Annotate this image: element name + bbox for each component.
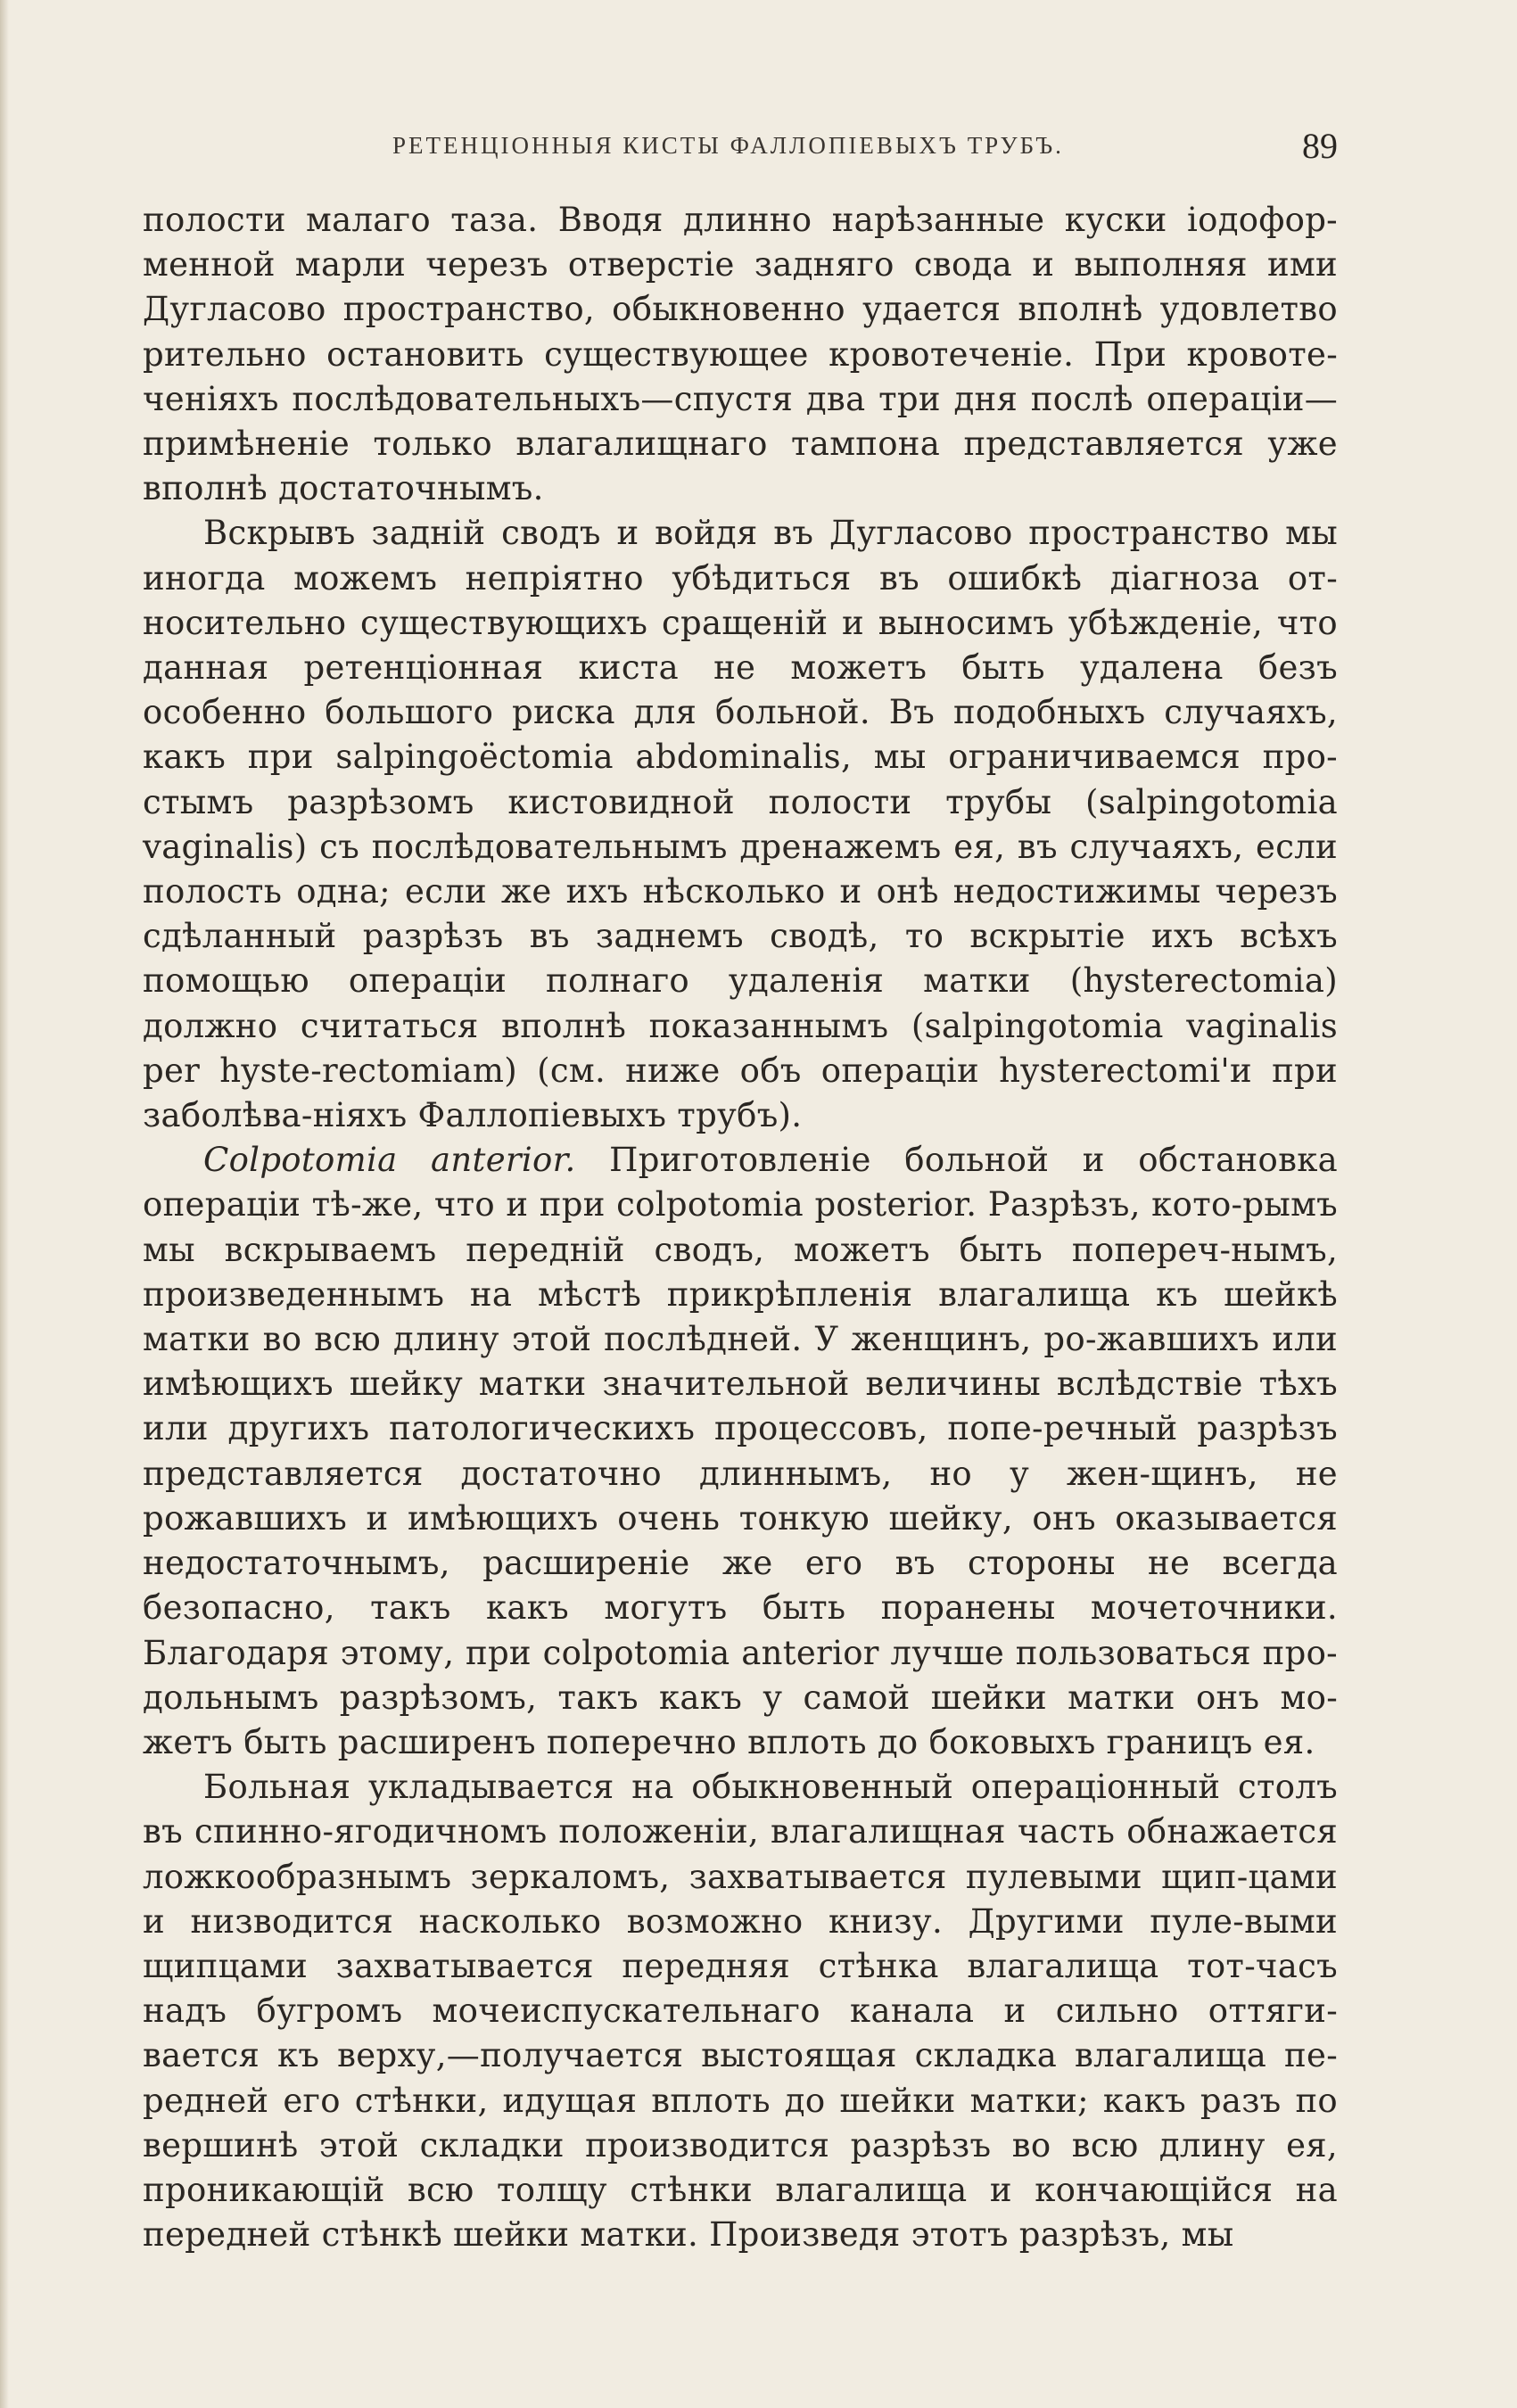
running-title: РЕТЕНЦІОННЫЯ КИСТЫ ФАЛЛОПІЕВЫХЪ ТРУБЪ. [392,132,1064,159]
body-text [143,198,1338,2257]
paragraph-3 [143,1138,1338,1765]
paragraph-4: Больная укладывается на обыкновенный операціонный столъ въ спинно-ягодичномъ положеніи, влагалищная часть обнажается ложкообразнымъ зеркаломъ, захватывается пулевыми щип-цами и низводится насколько возможно книзу. Другими пуле-выми щипцами захватывается передняя стѣнка влагалища тот-часъ надъ бугромъ мочеиспускательнаго канала и сильно оттяги-вается къ верху,—получается выстоящая складка влагалища пе-редней его стѣнки, идущая вплоть до шейки матки; какъ разъ по вершинѣ этой складки производится разрѣзъ во всю длину ея, проникающій всю толщу стѣнки влагалища и кончающійся на передней стѣнкѣ шейки матки. Произведя этотъ разрѣзъ, мы [143,1768,1338,2255]
paragraph-1: полости малаго таза. Вводя длинно нарѣзанные куски іодофор-менной марли черезъ отверстіе задняго свода и выполняя ими Дугласово пространство, обыкновенно удается вполнѣ удовлетво рительно остановить существующее кровотеченіе. При кровоте-ченіяхъ послѣдовательныхъ—спустя два три дня послѣ операціи—примѣненіе только влагалищнаго тампона представляется уже вполнѣ достаточнымъ. [143,201,1338,508]
paragraph-2: Вскрывъ задній сводъ и войдя въ Дугласово пространство мы иногда можемъ непріятно убѣдиться въ ошибкѣ діагноза от-носительно существующихъ сращеній и выносимъ убѣжденіе, что данная ретенціонная киста не можетъ быть удалена безъ особенно большого риска для больной. Въ подобныхъ случаяхъ, какъ при salpingoëctomia abdominalis, мы ограничиваемся про-стымъ разрѣзомъ кистовидной полости трубы (salpingotomia vaginalis) съ послѣдовательнымъ дренажемъ ея, въ случаяхъ, если полость одна; если же ихъ нѣсколько и онѣ недостижимы черезъ сдѣланный разрѣзъ въ заднемъ сводѣ, то вскрытіе ихъ всѣхъ помощью операціи полнаго удаленія матки (hysterectomia) должно считаться вполнѣ показаннымъ (salpingotomia vaginalis per hyste-rectomiam) (см. ниже объ операціи hysterectomi'и при заболѣва-ніяхъ Фаллопіевыхъ трубъ). [143,514,1338,1135]
paragraph-3-text: Приготовленіе больной и обстановка операціи тѣ-же, что и при colpotomia posterior. Разрѣзъ, кото-рымъ мы вскрываемъ передній сводъ, можетъ быть попереч-нымъ, произведеннымъ на мѣстѣ прикрѣпленія влагалища къ шейкѣ матки во всю длину этой послѣдней. У женщинъ, ро-жавшихъ или имѣющихъ шейку матки значительной величины вслѣдствіе тѣхъ или другихъ патологическихъ процессовъ, попе-речный разрѣзъ представляется достаточно длиннымъ, но у жен-щинъ, не рожавшихъ и имѣющихъ очень тонкую шейку, онъ оказывается недостаточнымъ, расширеніе же его въ стороны не всегда безопасно, такъ какъ могутъ быть поранены мочеточники. Благодаря этому, при colpotomia anterior лучше пользоваться про-дольнымъ разрѣзомъ, такъ какъ у самой шейки матки онъ мо-жетъ быть расширенъ поперечно вплоть до боковыхъ границъ ея. [143,1141,1338,1761]
page-header [143,125,1338,169]
page-number: 89 [1302,126,1338,166]
page-edge [0,0,9,2408]
section-heading-colpotomia-anterior: Colpotomia anterior. [203,1141,576,1180]
